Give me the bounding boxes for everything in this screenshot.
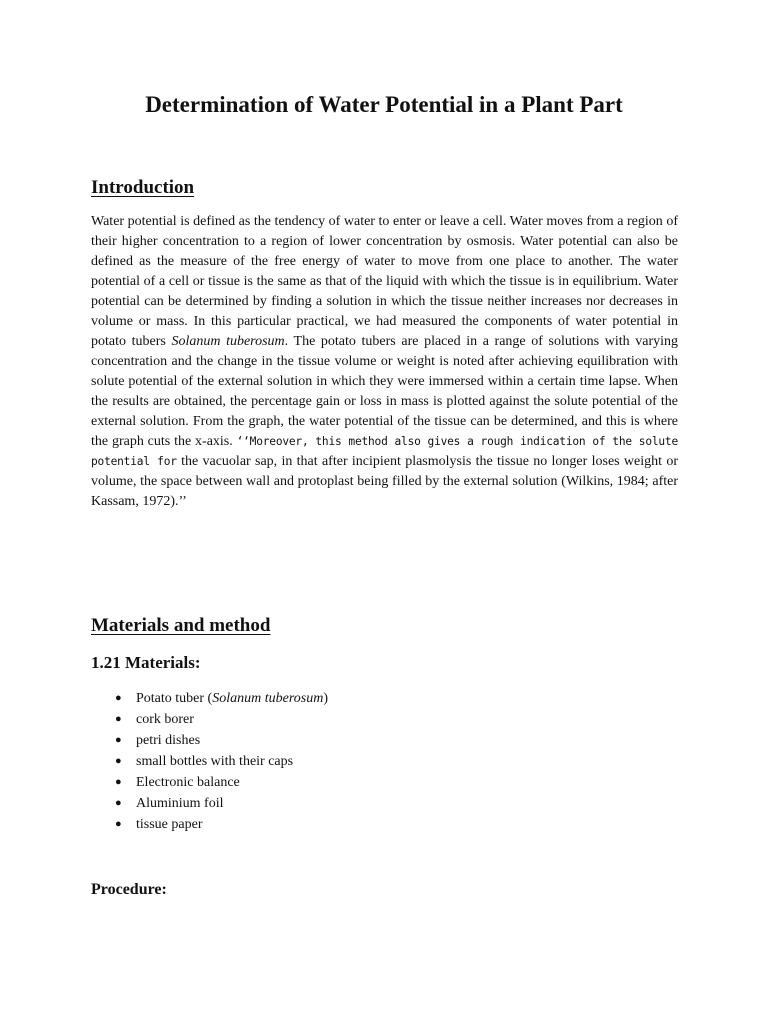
bullet-icon: ●	[115, 797, 122, 809]
materials-list	[91, 688, 328, 835]
introduction-paragraph	[91, 212, 678, 512]
bullet-icon: ●	[115, 755, 122, 767]
list-item	[91, 709, 328, 730]
document-title: Determination of Water Potential in a Plant Part	[145, 92, 623, 117]
list-item	[91, 751, 328, 772]
list-item	[91, 730, 328, 751]
list-item-text: cork borer	[136, 712, 194, 727]
bullet-icon: ●	[115, 734, 122, 746]
introduction-text-part-1: Water potential is defined as the tendency of water to enter or leave a cell. Water moves from a region of their higher concentration to a region of lower concentration by osmosis. Water potential can also be defined as the measure of the free energy of water to move from one place to another. The water potential of a cell or tissue is the same as that of the liquid with which the tissue is in equilibrium. Water potential can be determined by finding a solution in which the tissue neither increases nor decreases in volume or mass. In this particular practical, we had measured the components of water potential in potato tubers	[91, 214, 678, 349]
procedure-heading: Procedure:	[91, 881, 167, 898]
materials-and-method-heading: Materials and method	[91, 615, 271, 636]
list-item	[91, 814, 328, 835]
list-item-text: Aluminium foil	[136, 796, 224, 811]
materials-subheading: 1.21 Materials:	[91, 653, 201, 672]
quotation-start: ‘‘Moreover, this method also gives a rough indication of the solute potential for	[91, 435, 678, 468]
list-item-text: small bottles with their caps	[136, 754, 294, 769]
species-name: Solanum tuberosum	[171, 334, 285, 349]
list-item	[91, 772, 328, 793]
list-item-text: petri dishes	[136, 733, 201, 748]
bullet-icon: ●	[115, 818, 122, 830]
list-item	[91, 793, 328, 814]
bullet-icon: ●	[115, 692, 122, 704]
list-item-text: Potato tuber (	[136, 691, 213, 706]
introduction-text-part-3: the vacuolar sap, in that after incipient plasmolysis the tissue no longer loses weight or volume, the space between wall and protoplast being filled by the external solution (Wilkins, 1984; after Kassam, 1972).’’	[91, 454, 678, 509]
list-item-text-after: )	[323, 691, 328, 706]
introduction-text-part-2: . The potato tubers are placed in a range of solutions with varying concentration and the change in the tissue volume or weight is noted after achieving equilibration with solute potential of the external solution in which they were immersed within a certain time lapse. When the results are obtained, the percentage gain or loss in mass is plotted against the solute potential of the external solution. From the graph, the water potential of the tissue can be determined, and this is where the graph cuts the x-axis.	[91, 334, 679, 449]
list-item-text: tissue paper	[136, 817, 203, 832]
list-item	[91, 688, 328, 709]
bullet-icon: ●	[115, 713, 122, 725]
list-item-text: Electronic balance	[136, 775, 240, 790]
introduction-heading: Introduction	[91, 177, 195, 198]
bullet-icon: ●	[115, 776, 122, 788]
list-item-italic: Solanum tuberosum	[212, 691, 324, 706]
